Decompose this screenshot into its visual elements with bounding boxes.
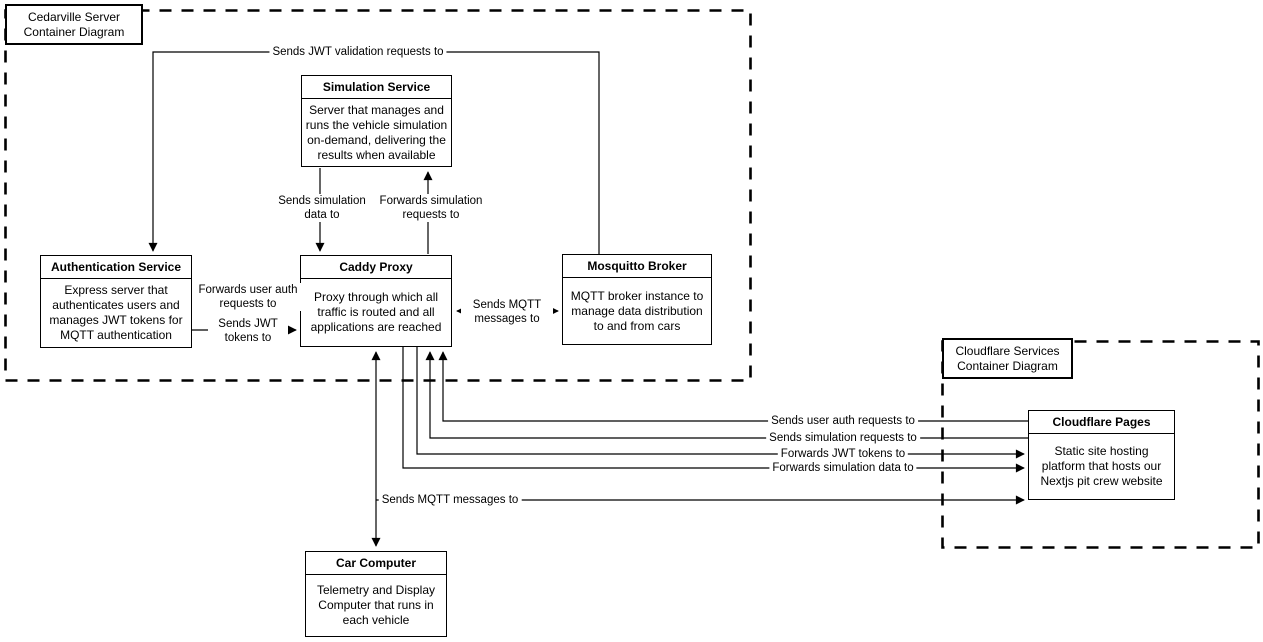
- node-cloudflare-pages: [1028, 410, 1175, 500]
- edge-label-forwards-jwt-tokens: Forwards JWT tokens to: [778, 447, 908, 461]
- cloudflare-boundary-label: Cloudflare Services Container Diagram: [942, 338, 1073, 379]
- node-description: Telemetry and Display Computer that runs in each vehicle: [316, 583, 436, 627]
- edge-cf-to-caddy-sim: [430, 352, 1028, 438]
- edge-label-sends-mqtt-car: Sends MQTT messages to: [379, 493, 522, 507]
- node-simulation-service: [301, 75, 452, 167]
- node-description: Static site hosting platform that hosts our Nextjs pit crew website: [1040, 444, 1163, 488]
- edge-label-sends-simulation-requests: Sends simulation requests to: [766, 431, 920, 445]
- edge-label-sends-simulation-data: Sends simulation data to: [269, 194, 375, 222]
- node-title: Authentication Service: [41, 256, 191, 279]
- node-title: Caddy Proxy: [301, 256, 451, 279]
- edge-label-forwards-user-auth: Forwards user auth requests to: [195, 283, 301, 311]
- node-title: Cloudflare Pages: [1029, 411, 1174, 434]
- edge-label-sends-jwt-tokens: Sends JWT tokens to: [208, 317, 288, 345]
- edge-cf-to-caddy-auth: [443, 352, 1028, 421]
- cedarville-boundary-label: Cedarville Server Container Diagram: [5, 4, 143, 45]
- edge-label-jwt-validation: Sends JWT validation requests to: [269, 45, 446, 59]
- edge-label-forwards-simulation-data: Forwards simulation data to: [769, 461, 916, 475]
- node-mosquitto-broker: [562, 254, 712, 345]
- node-title: Car Computer: [306, 552, 446, 575]
- edge-label-sends-user-auth-requests: Sends user auth requests to: [768, 414, 918, 428]
- node-authentication-service: [40, 255, 192, 348]
- node-title: Mosquitto Broker: [563, 255, 711, 278]
- node-title: Simulation Service: [302, 76, 451, 99]
- edge-label-sends-mqtt-broker: Sends MQTT messages to: [461, 298, 553, 326]
- edge-label-forwards-simulation-requests: Forwards simulation requests to: [371, 194, 491, 222]
- node-caddy-proxy: [300, 255, 452, 347]
- node-description: Server that manages and runs the vehicle simulation on-demand, delivering the results when available: [305, 102, 448, 162]
- node-description: Proxy through which all traffic is routed and all applications are reached: [310, 290, 442, 334]
- node-car-computer: [305, 551, 447, 637]
- edge-caddy-to-cf-simdata: [403, 347, 1024, 468]
- node-description: Express server that authenticates users and manages JWT tokens for MQTT authentication: [49, 283, 183, 342]
- node-description: MQTT broker instance to manage data distribution to and from cars: [570, 288, 704, 333]
